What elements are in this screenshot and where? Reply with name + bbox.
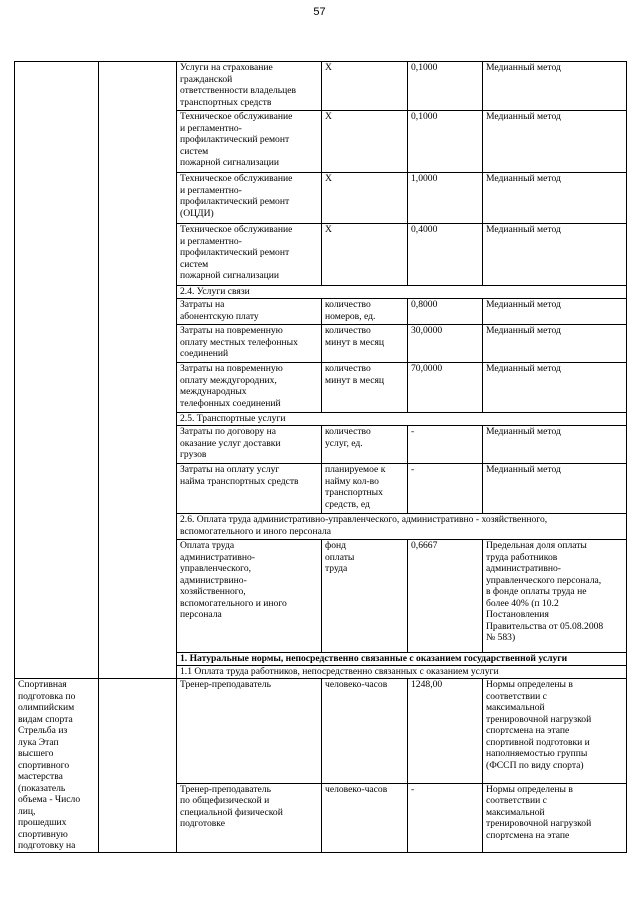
cost-name: Затраты на повременную оплату местных телефонных соединений [177, 325, 322, 363]
method-cell: Медианный метод [483, 464, 627, 514]
value-cell: 30,0000 [408, 325, 483, 363]
unit-cell: X [322, 111, 408, 173]
unit-cell: количество минут в месяц [322, 325, 408, 363]
cost-name: Оплата труда административно- управленческого, администрвино- хозяйственного, вспомогательного и иного персонала [177, 540, 322, 653]
method-cell: Медианный метод [483, 299, 627, 325]
value-cell: - [408, 783, 483, 852]
method-cell: Нормы определены в соответствии с максимальной тренировочной нагрузкой спортсмена на этапе спортивной подготовки и наполняемостью группы (ФССП по виду спорта) [483, 679, 627, 784]
section-heading: 2.6. Оплата труда административно-управленческого, административно - хозяйственного, вспомогательного и иного персонала [177, 514, 627, 540]
method-cell: Медианный метод [483, 62, 627, 111]
cost-name: Техническое обслуживание и регламентно- профилактический ремонт систем пожарной сигнализации [177, 111, 322, 173]
table-row [15, 62, 627, 111]
method-cell: Медианный метод [483, 224, 627, 286]
value-cell: 0,1000 [408, 111, 483, 173]
service-cell-empty [15, 62, 99, 679]
section-heading: 2.5. Транспортные услуги [177, 413, 627, 426]
cost-name: Техническое обслуживание и регламентно- профилактический ремонт (ОЦДИ) [177, 173, 322, 224]
value-cell: - [408, 426, 483, 464]
cost-name: Услуги на страхование гражданской ответственности владельцев транспортных средств [177, 62, 322, 111]
cost-name: Тренер-преподаватель по общефизической и специальной физической подготовке [177, 783, 322, 852]
method-cell: Медианный метод [483, 426, 627, 464]
unit-cell: фонд оплаты труда [322, 540, 408, 653]
cost-name: Затраты по договору на оказание услуг доставки грузов [177, 426, 322, 464]
service-name: Спортивная подготовка по олимпийским видам спорта Стрельба из лука Этап высшего спортивного мастерства (показатель объема - Число лиц, прошедших спортивную подготовку на [15, 679, 99, 853]
unit-cell: человеко-часов [322, 783, 408, 852]
value-cell: 0,4000 [408, 224, 483, 286]
value-cell: 0,8000 [408, 299, 483, 325]
cost-name: Затраты на повременную оплату междугородних, международных телефонных соединений [177, 363, 322, 413]
unit-cell: X [322, 62, 408, 111]
value-cell: 0,6667 [408, 540, 483, 653]
value-cell: 0,1000 [408, 62, 483, 111]
cost-name: Техническое обслуживание и регламентно- профилактический ремонт систем пожарной сигнализации [177, 224, 322, 286]
value-cell: 1248,00 [408, 679, 483, 784]
value-cell: - [408, 464, 483, 514]
sub-service-cell-empty [99, 62, 177, 679]
method-cell: Медианный метод [483, 363, 627, 413]
cost-name: Тренер-преподаватель [177, 679, 322, 784]
method-cell: Нормы определены в соответствии с максимальной тренировочной нагрузкой спортсмена на этапе [483, 783, 627, 852]
unit-cell: количество минут в месяц [322, 363, 408, 413]
unit-cell: количество номеров, ед. [322, 299, 408, 325]
method-cell: Медианный метод [483, 325, 627, 363]
cost-name: Затраты на абонентскую плату [177, 299, 322, 325]
unit-cell: X [322, 173, 408, 224]
value-cell: 70,0000 [408, 363, 483, 413]
unit-cell: количество услуг, ед. [322, 426, 408, 464]
table-row [15, 679, 627, 784]
method-cell: Медианный метод [483, 111, 627, 173]
section-heading: 1.1 Оплата труда работников, непосредственно связанных с оказанием услуги [177, 666, 627, 679]
sub-service-cell-empty [99, 679, 177, 853]
section-heading: 2.4. Услуги связи [177, 286, 627, 299]
value-cell: 1,0000 [408, 173, 483, 224]
unit-cell: планируемое к найму кол-во транспортных средств, ед [322, 464, 408, 514]
page-number: 57 [313, 6, 326, 18]
unit-cell: X [322, 224, 408, 286]
section-heading-bold: 1. Натуральные нормы, непосредственно связанные с оказанием государственной услуги [177, 653, 627, 666]
norms-table [14, 61, 627, 853]
method-cell: Предельная доля оплаты труда работников административно- управленческого персонала, в фонде оплаты труда не более 40% (п 10.2 Постановления Правительства от 05.08.2008 № 583) [483, 540, 627, 653]
unit-cell: человеко-часов [322, 679, 408, 784]
method-cell: Медианный метод [483, 173, 627, 224]
cost-name: Затраты на оплату услуг найма транспортных средств [177, 464, 322, 514]
